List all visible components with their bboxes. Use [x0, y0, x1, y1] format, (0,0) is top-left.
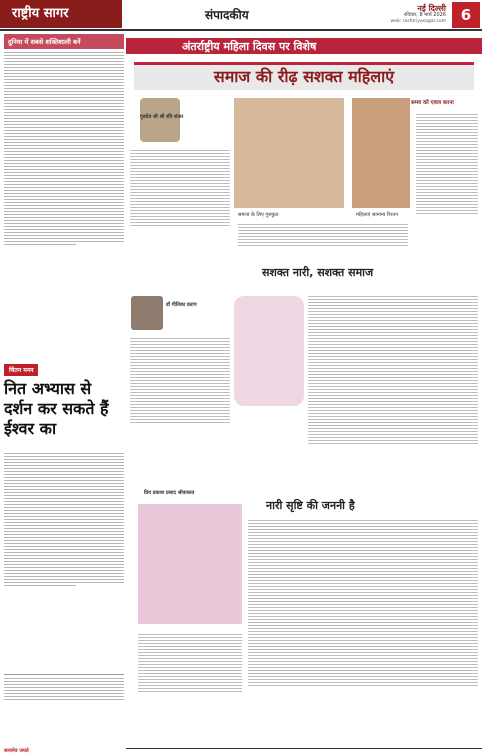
- left-article-body: [4, 52, 124, 245]
- left-column: [4, 34, 124, 754]
- chintan-body: [4, 451, 124, 588]
- masthead: राष्ट्रीय सागर: [0, 0, 122, 28]
- left-headline: दुनिया में सबसे शक्तिशाली बनें: [4, 34, 124, 49]
- women-photo: [234, 98, 344, 208]
- edition-date: रविवार, 8 मार्च 2026: [404, 12, 446, 18]
- columnist-photo: [131, 296, 163, 330]
- page-bottom-rule: [126, 748, 482, 749]
- bottom-headline: नारी सृष्टि की जननी है: [266, 499, 355, 512]
- article-body-col1: [130, 148, 230, 228]
- article-body-col2: [238, 222, 408, 248]
- main-column: [126, 32, 482, 752]
- mid-body-col1: [130, 336, 230, 425]
- page-number: 6: [452, 2, 480, 28]
- photo-caption-1: समाज के लिए गुरुकुल: [238, 212, 279, 218]
- article-body-col3: [416, 112, 478, 216]
- imprint-tag: सत्यमेव जयते: [4, 748, 29, 754]
- chintan-tag: चिंतन मनन: [4, 364, 38, 376]
- illustration-caption: प्रिय प्रकाश प्रसाद श्रीवास्तव: [144, 490, 195, 496]
- website: web: rashtriyasagar.com: [390, 19, 446, 24]
- header-rule: [0, 29, 482, 31]
- woman-running-illustration: [234, 296, 304, 406]
- columnist-name: डॉ गीतिका प्रताप: [166, 302, 197, 308]
- women-illustration: [138, 504, 242, 624]
- bottom-body-left: [138, 632, 242, 694]
- page-header: [0, 0, 482, 32]
- main-headline: समाज की रीढ़ सशक्त महिलाएं: [134, 62, 474, 90]
- women-photo-2: [352, 98, 410, 208]
- mid-headline: सशक्त नारी, सशक्त समाज: [262, 266, 374, 279]
- edition-city: नई दिल्ली: [417, 4, 446, 13]
- section-title: संपादकीय: [205, 8, 249, 22]
- author-photo: [140, 98, 180, 142]
- imprint-box: [4, 674, 124, 754]
- photo-caption-2: महिलाएं सामान्य रिश्तन: [356, 212, 398, 218]
- chintan-title: नित अभ्यास से दर्शन कर सकते हैं ईश्वर का: [4, 379, 109, 438]
- right-subhead: समय को एकत्र करना: [411, 100, 454, 106]
- bottom-body: [248, 518, 478, 688]
- byline: गुरुदेव श्री श्री रवि शंकर: [140, 114, 184, 120]
- kicker: अंतर्राष्ट्रीय महिला दिवस पर विशेष: [182, 40, 317, 53]
- mid-body-col2: [308, 294, 478, 446]
